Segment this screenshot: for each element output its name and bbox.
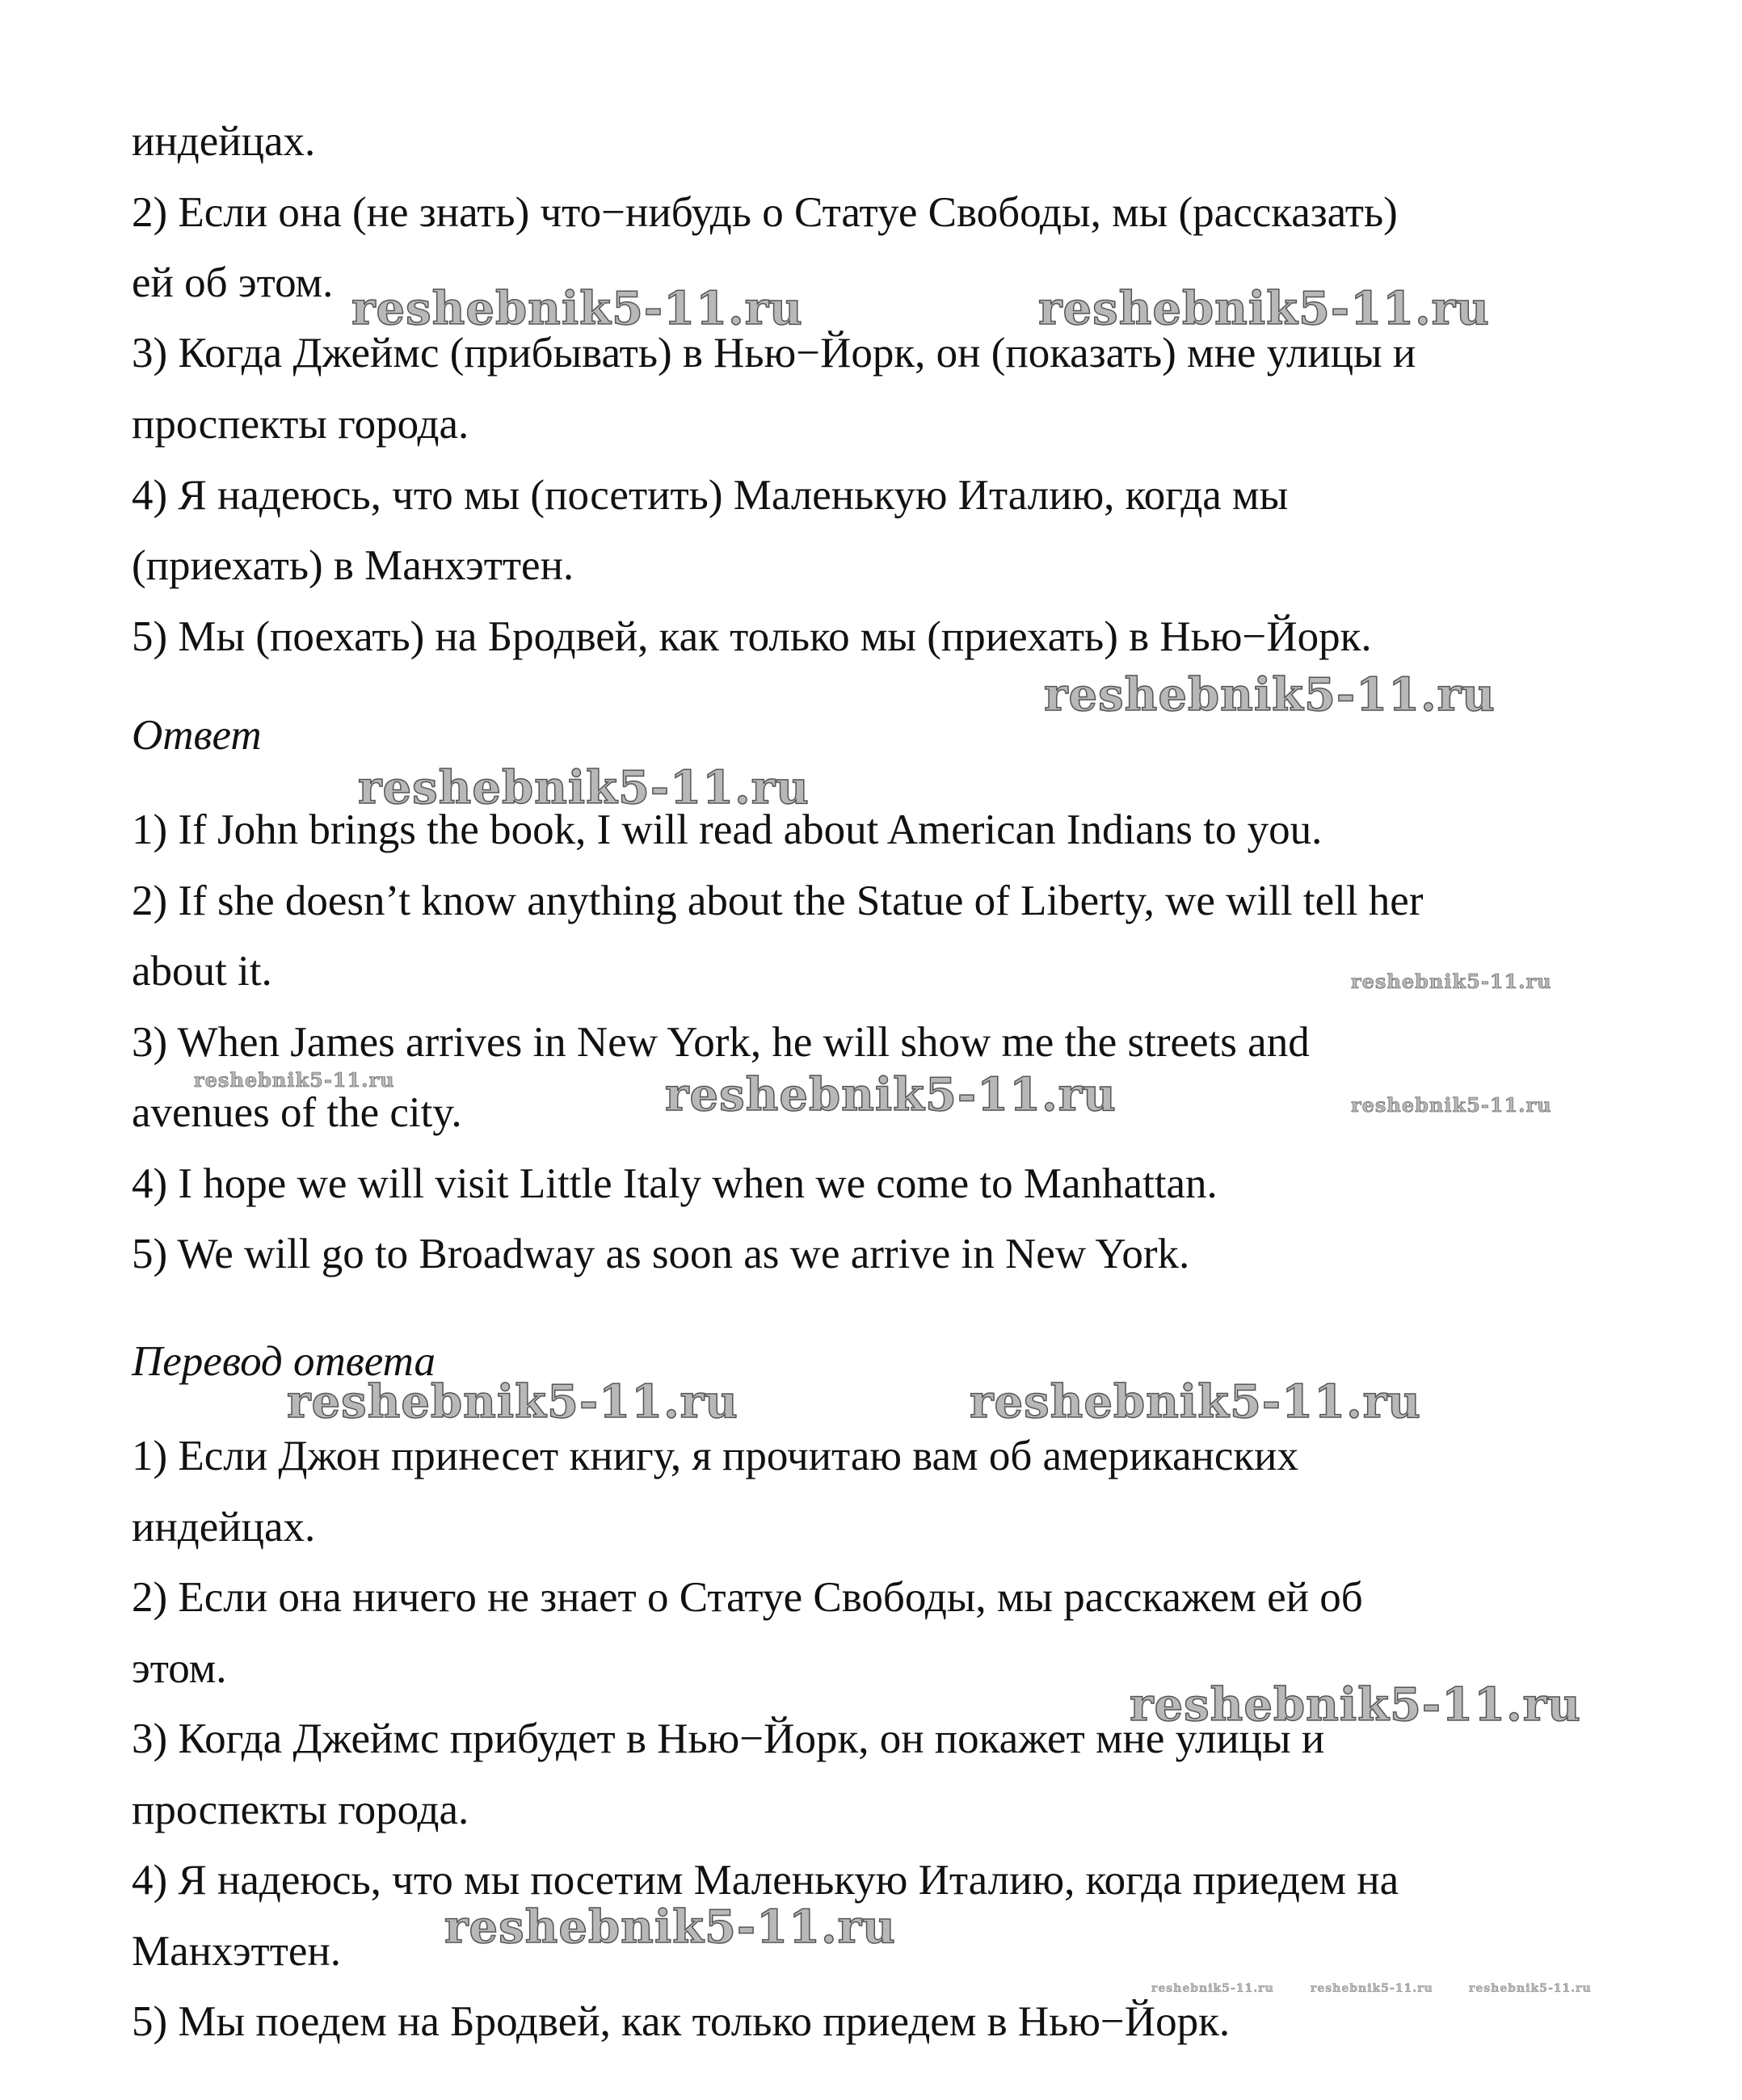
translation-line: 3) Когда Джеймс прибудет в Нью−Йорк, он покажет мне улицы и [132,1715,1325,1762]
watermark: reshebnik5-11.ru [665,1068,1117,1122]
watermark: reshebnik5-11.ru [444,1900,896,1954]
watermark: reshebnik5-11.ru [194,1068,395,1092]
watermark: reshebnik5-11.ru [1038,282,1490,335]
watermark: reshebnik5-11.ru [1044,668,1496,722]
task-line: индейцах. [132,118,316,165]
translation-line: 4) Я надеюсь, что мы посетим Маленькую Италию, когда приедем на [132,1857,1399,1904]
translation-line: этом. [132,1645,227,1692]
translation-line: индейцах. [132,1504,316,1551]
translation-line: 1) Если Джон принесет книгу, я прочитаю вам об американских [132,1433,1298,1479]
translation-line: 5) Мы поедем на Бродвей, как только приедем в Нью−Йорк. [132,1998,1231,2045]
answer-line: 2) If she doesn’t know anything about the Statue of Liberty, we will tell her [132,877,1424,924]
task-line: ей об этом. [132,259,334,306]
watermark: reshebnik5-11.ru [1351,1093,1552,1117]
answer-line: about it. [132,948,272,995]
watermark: reshebnik5-11.ru [1469,1982,1592,1995]
task-line: проспекты города. [132,401,469,448]
task-line: 4) Я надеюсь, что мы (посетить) Маленькую Италию, когда мы [132,472,1289,519]
task-line: 2) Если она (не знать) что−нибудь о Статуе Свободы, мы (рассказать) [132,189,1398,236]
task-line: 5) Мы (поехать) на Бродвей, как только мы (приехать) в Нью−Йорк. [132,613,1372,660]
watermark: reshebnik5-11.ru [358,761,810,814]
translation-line: Манхэттен. [132,1928,342,1975]
translation-line: 2) Если она ничего не знает о Статуе Свободы, мы расскажем ей об [132,1574,1363,1621]
watermark: reshebnik5-11.ru [1351,970,1552,993]
watermark: reshebnik5-11.ru [287,1375,738,1429]
translation-heading: Перевод ответа [132,1338,436,1385]
watermark: reshebnik5-11.ru [1151,1982,1274,1995]
answer-line: 1) If John brings the book, I will read about American Indians to you. [132,806,1323,853]
task-line: (приехать) в Манхэттен. [132,542,574,589]
answer-line: 5) We will go to Broadway as soon as we arrive in New York. [132,1231,1190,1277]
watermark: reshebnik5-11.ru [1130,1678,1581,1732]
watermark: reshebnik5-11.ru [351,282,803,335]
watermark: reshebnik5-11.ru [1311,1982,1433,1995]
translation-line: проспекты города. [132,1786,469,1833]
watermark: reshebnik5-11.ru [970,1375,1421,1429]
answer-line: 3) When James arrives in New York, he will show me the streets and [132,1019,1310,1066]
answer-heading: Ответ [132,712,262,759]
answer-line: 4) I hope we will visit Little Italy when we come to Manhattan. [132,1160,1218,1207]
answer-line: avenues of the city. [132,1089,462,1136]
task-line: 3) Когда Джеймс (прибывать) в Нью−Йорк, он (показать) мне улицы и [132,330,1416,377]
